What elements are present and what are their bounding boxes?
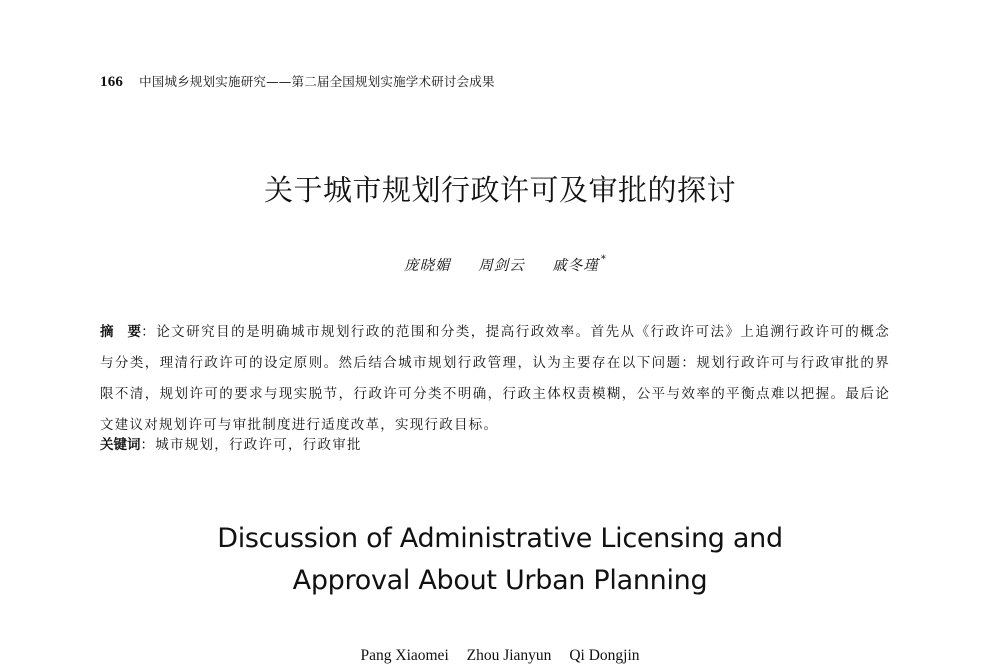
authors-chinese: [0, 254, 1000, 275]
keywords-label: 关键词: [100, 437, 141, 453]
title-en-line-1: Discussion of Administrative Licensing and: [217, 523, 783, 554]
paper-title-english: [0, 518, 1000, 602]
authors-english: [0, 647, 1000, 665]
author-footnote-mark: *: [600, 254, 607, 265]
keywords: [100, 430, 890, 461]
author-1-en: Pang Xiaomei: [360, 647, 449, 664]
running-header: [100, 72, 495, 91]
author-3-cn: 戚冬瑾: [552, 258, 599, 274]
author-2-cn: 周剑云: [478, 258, 525, 274]
keywords-separator: ：: [140, 437, 156, 453]
page-number: 166: [100, 74, 124, 90]
abstract-separator: ：: [141, 324, 157, 340]
author-1-cn: 庞晓媚: [404, 258, 451, 274]
abstract-text: 论文研究目的是明确城市规划行政的范围和分类，提高行政效率。首先从《行政许可法》上追溯行政许可的概念与分类，理清行政许可的设定原则。然后结合城市规划行政管理，认为主要存在以下问题：规划行政许可与行政审批的界限不清，规划许可的要求与现实脱节，行政许可分类不明确，行政主体权责模糊，公平与效率的平衡点难以把握。最后论文建议对规划许可与审批制度进行适度改革，实现行政目标。: [100, 324, 891, 433]
abstract-label: 摘 要: [100, 324, 142, 340]
paper-title-chinese: 关于城市规划行政许可及审批的探讨: [263, 173, 736, 207]
running-title: 中国城乡规划实施研究——第二届全国规划实施学术研讨会成果: [139, 74, 495, 89]
keywords-text: 城市规划，行政许可，行政审批: [155, 437, 362, 453]
author-2-en: Zhou Jianyun: [466, 647, 552, 664]
title-en-line-2: Approval About Urban Planning: [292, 565, 708, 596]
abstract: [100, 317, 890, 441]
author-3-en: Qi Dongjin: [569, 647, 640, 664]
